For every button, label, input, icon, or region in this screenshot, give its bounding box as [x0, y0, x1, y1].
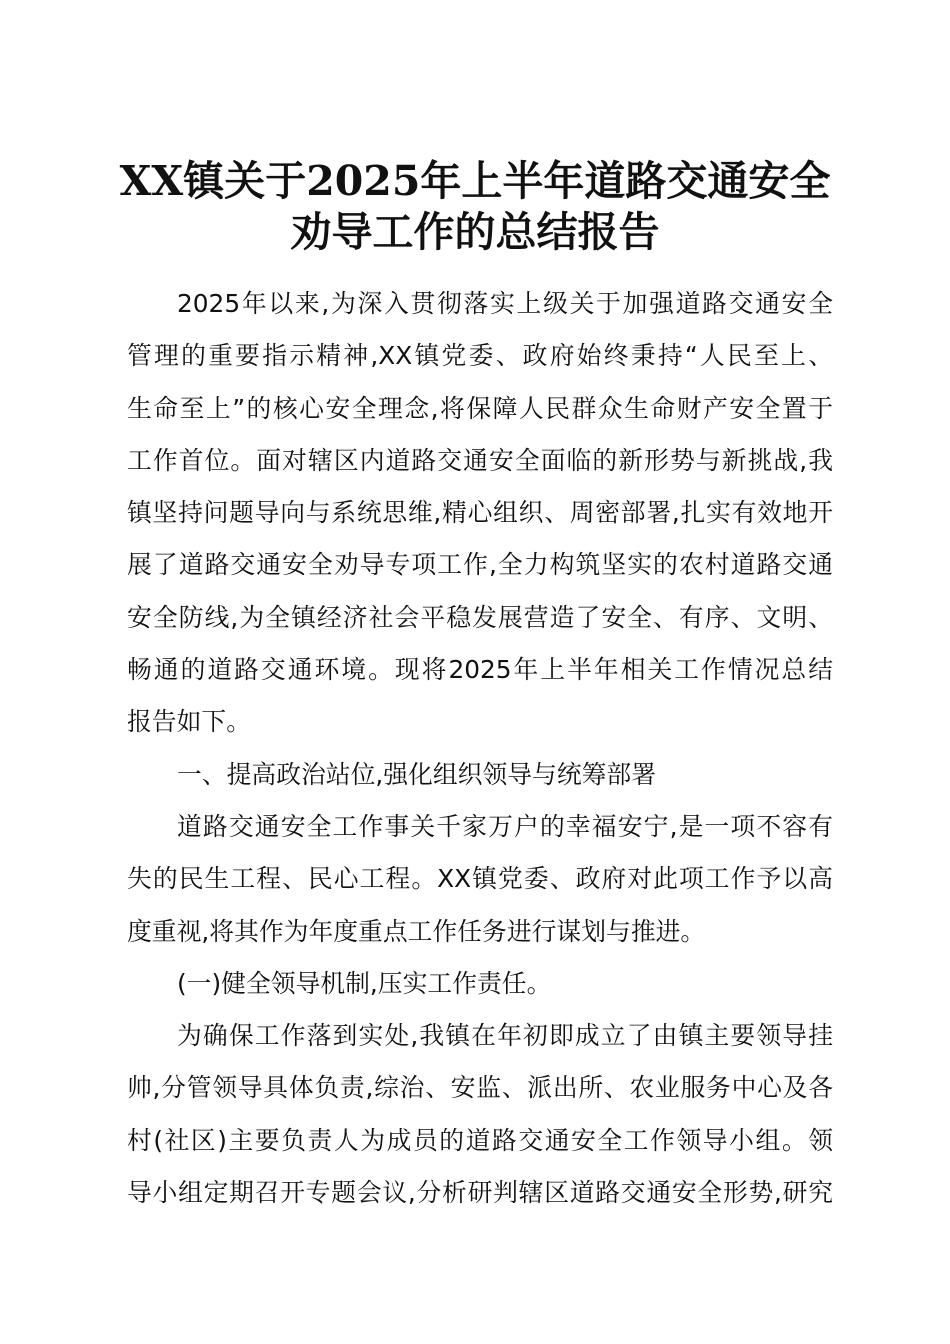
paragraph-line: 帅,分管领导具体负责,综治、安监、派出所、农业服务中心及各	[127, 1073, 833, 1103]
subsection-heading: (一)健全领导机制,压实工作责任。	[177, 968, 552, 998]
paragraph-line: 生命至上”的核心安全理念,将保障人民群众生命财产安全置于	[127, 393, 833, 423]
paragraph-line: 为确保工作落到实处,我镇在年初即成立了由镇主要领导挂	[177, 1021, 833, 1051]
paragraph-line: 镇坚持问题导向与系统思维,精心组织、周密部署,扎实有效地开	[127, 498, 833, 528]
paragraph-line: 村(社区)主要负责人为成员的道路交通安全工作领导小组。领	[127, 1125, 833, 1155]
paragraph-line: 安全防线,为全镇经济社会平稳发展营造了安全、有序、文明、	[127, 602, 833, 632]
paragraph-line: 展了道路交通安全劝导专项工作,全力构筑坚实的农村道路交通	[127, 550, 833, 580]
document-body	[127, 278, 833, 1219]
paragraph-line: 2025年以来,为深入贯彻落实上级关于加强道路交通安全	[177, 289, 833, 318]
document-title-line-1: XX镇关于2025年上半年道路交通安全	[119, 157, 831, 205]
paragraph-line: 道路交通安全工作事关千家万户的幸福安宁,是一项不容有	[177, 811, 833, 841]
paragraph-line: 报告如下。	[127, 707, 251, 737]
paragraph-line: 导小组定期召开专题会议,分析研判辖区道路交通安全形势,研究	[127, 1178, 833, 1208]
paragraph-line: 管理的重要指示精神,XX镇党委、政府始终秉持“人民至上、	[127, 341, 833, 371]
paragraph-line: 工作首位。面对辖区内道路交通安全面临的新形势与新挑战,我	[127, 445, 833, 475]
document-title-line-2: 劝导工作的总结报告	[290, 208, 660, 256]
section-heading: 一、提高政治站位,强化组织领导与统筹部署	[177, 759, 657, 789]
paragraph-line: 失的民生工程、民心工程。XX镇党委、政府对此项工作予以高	[127, 864, 833, 894]
paragraph-line: 度重视,将其作为年度重点工作任务进行谋划与推进。	[127, 916, 706, 946]
paragraph-line: 畅通的道路交通环境。现将2025年上半年相关工作情况总结	[127, 655, 833, 685]
